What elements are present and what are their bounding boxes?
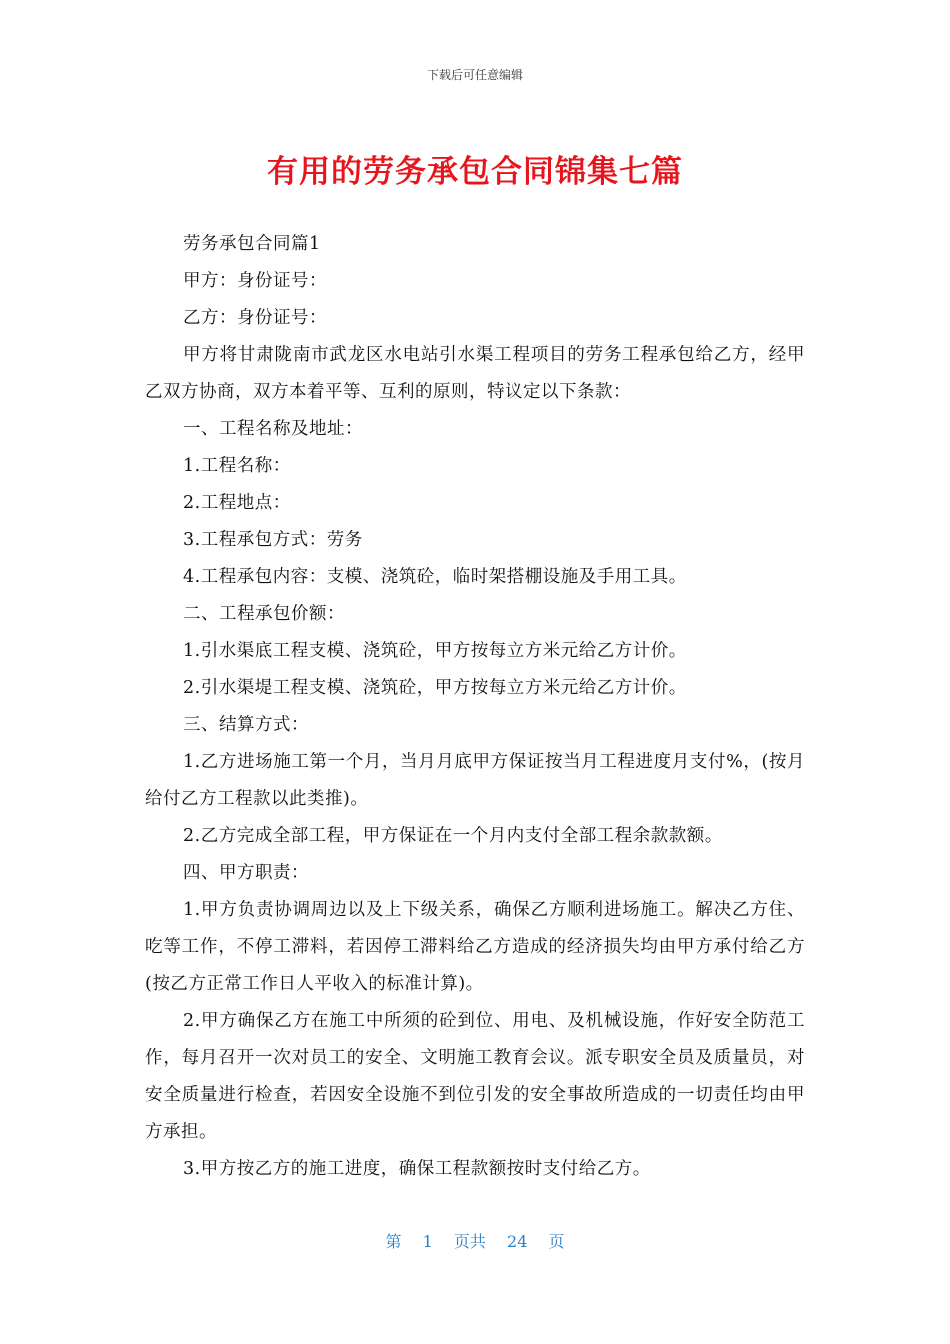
paragraph: 2.工程地点： <box>183 493 291 513</box>
footer-prefix: 第 <box>385 1232 402 1251</box>
paragraph: 1.引水渠底工程支模、浇筑砼，甲方按每立方米元给乙方计价。 <box>183 641 687 661</box>
document-body <box>145 226 805 1188</box>
footer-middle: 页共 <box>453 1232 486 1251</box>
footer-page-number: 1 <box>422 1232 433 1251</box>
paragraph: 一、工程名称及地址： <box>183 419 363 439</box>
paragraph: 1.甲方负责协调周边以及上下级关系，确保乙方顺利进场施工。解决乙方住、吃等工作，不停工滞料，若因停工滞料给乙方造成的经济损失均由甲方承付给乙方(按乙方正常工作日人平收入的标准计算)。 <box>145 900 805 994</box>
paragraph: 3.工程承包方式：劳务 <box>183 530 363 550</box>
paragraph: 3.甲方按乙方的施工进度，确保工程款额按时支付给乙方。 <box>183 1159 651 1179</box>
page-footer <box>0 1229 950 1252</box>
paragraph: 劳务承包合同篇1 <box>183 234 321 254</box>
paragraph: 三、结算方式： <box>183 715 309 735</box>
header-note: 下载后可任意编辑 <box>426 68 523 82</box>
paragraph: 1.乙方进场施工第一个月，当月月底甲方保证按当月工程进度月支付%，(按月给付乙方工程款以此类推)。 <box>145 752 805 809</box>
paragraph: 2.乙方完成全部工程，甲方保证在一个月内支付全部工程余款款额。 <box>183 826 723 846</box>
document-title: 有用的劳务承包合同锦集七篇 <box>267 154 683 190</box>
paragraph: 四、甲方职责： <box>183 863 309 883</box>
paragraph: 4.工程承包内容：支模、浇筑砼，临时架搭棚设施及手用工具。 <box>183 567 687 587</box>
paragraph: 乙方：身份证号： <box>183 308 327 328</box>
footer-suffix: 页 <box>548 1232 565 1251</box>
paragraph: 甲方：身份证号： <box>183 271 327 291</box>
paragraph: 1.工程名称： <box>183 456 291 476</box>
paragraph: 甲方将甘肃陇南市武龙区水电站引水渠工程项目的劳务工程承包给乙方，经甲乙双方协商，双方本着平等、互利的原则，特议定以下条款： <box>145 345 805 402</box>
paragraph: 二、工程承包价额： <box>183 604 345 624</box>
footer-total-pages: 24 <box>507 1232 528 1251</box>
paragraph: 2.引水渠堤工程支模、浇筑砼，甲方按每立方米元给乙方计价。 <box>183 678 687 698</box>
paragraph: 2.甲方确保乙方在施工中所须的砼到位、用电、及机械设施，作好安全防范工作，每月召开一次对员工的安全、文明施工教育会议。派专职安全员及质量员，对安全质量进行检查，若因安全设施不到位引发的安全事故所造成的一切责任均由甲方承担。 <box>145 1011 805 1142</box>
